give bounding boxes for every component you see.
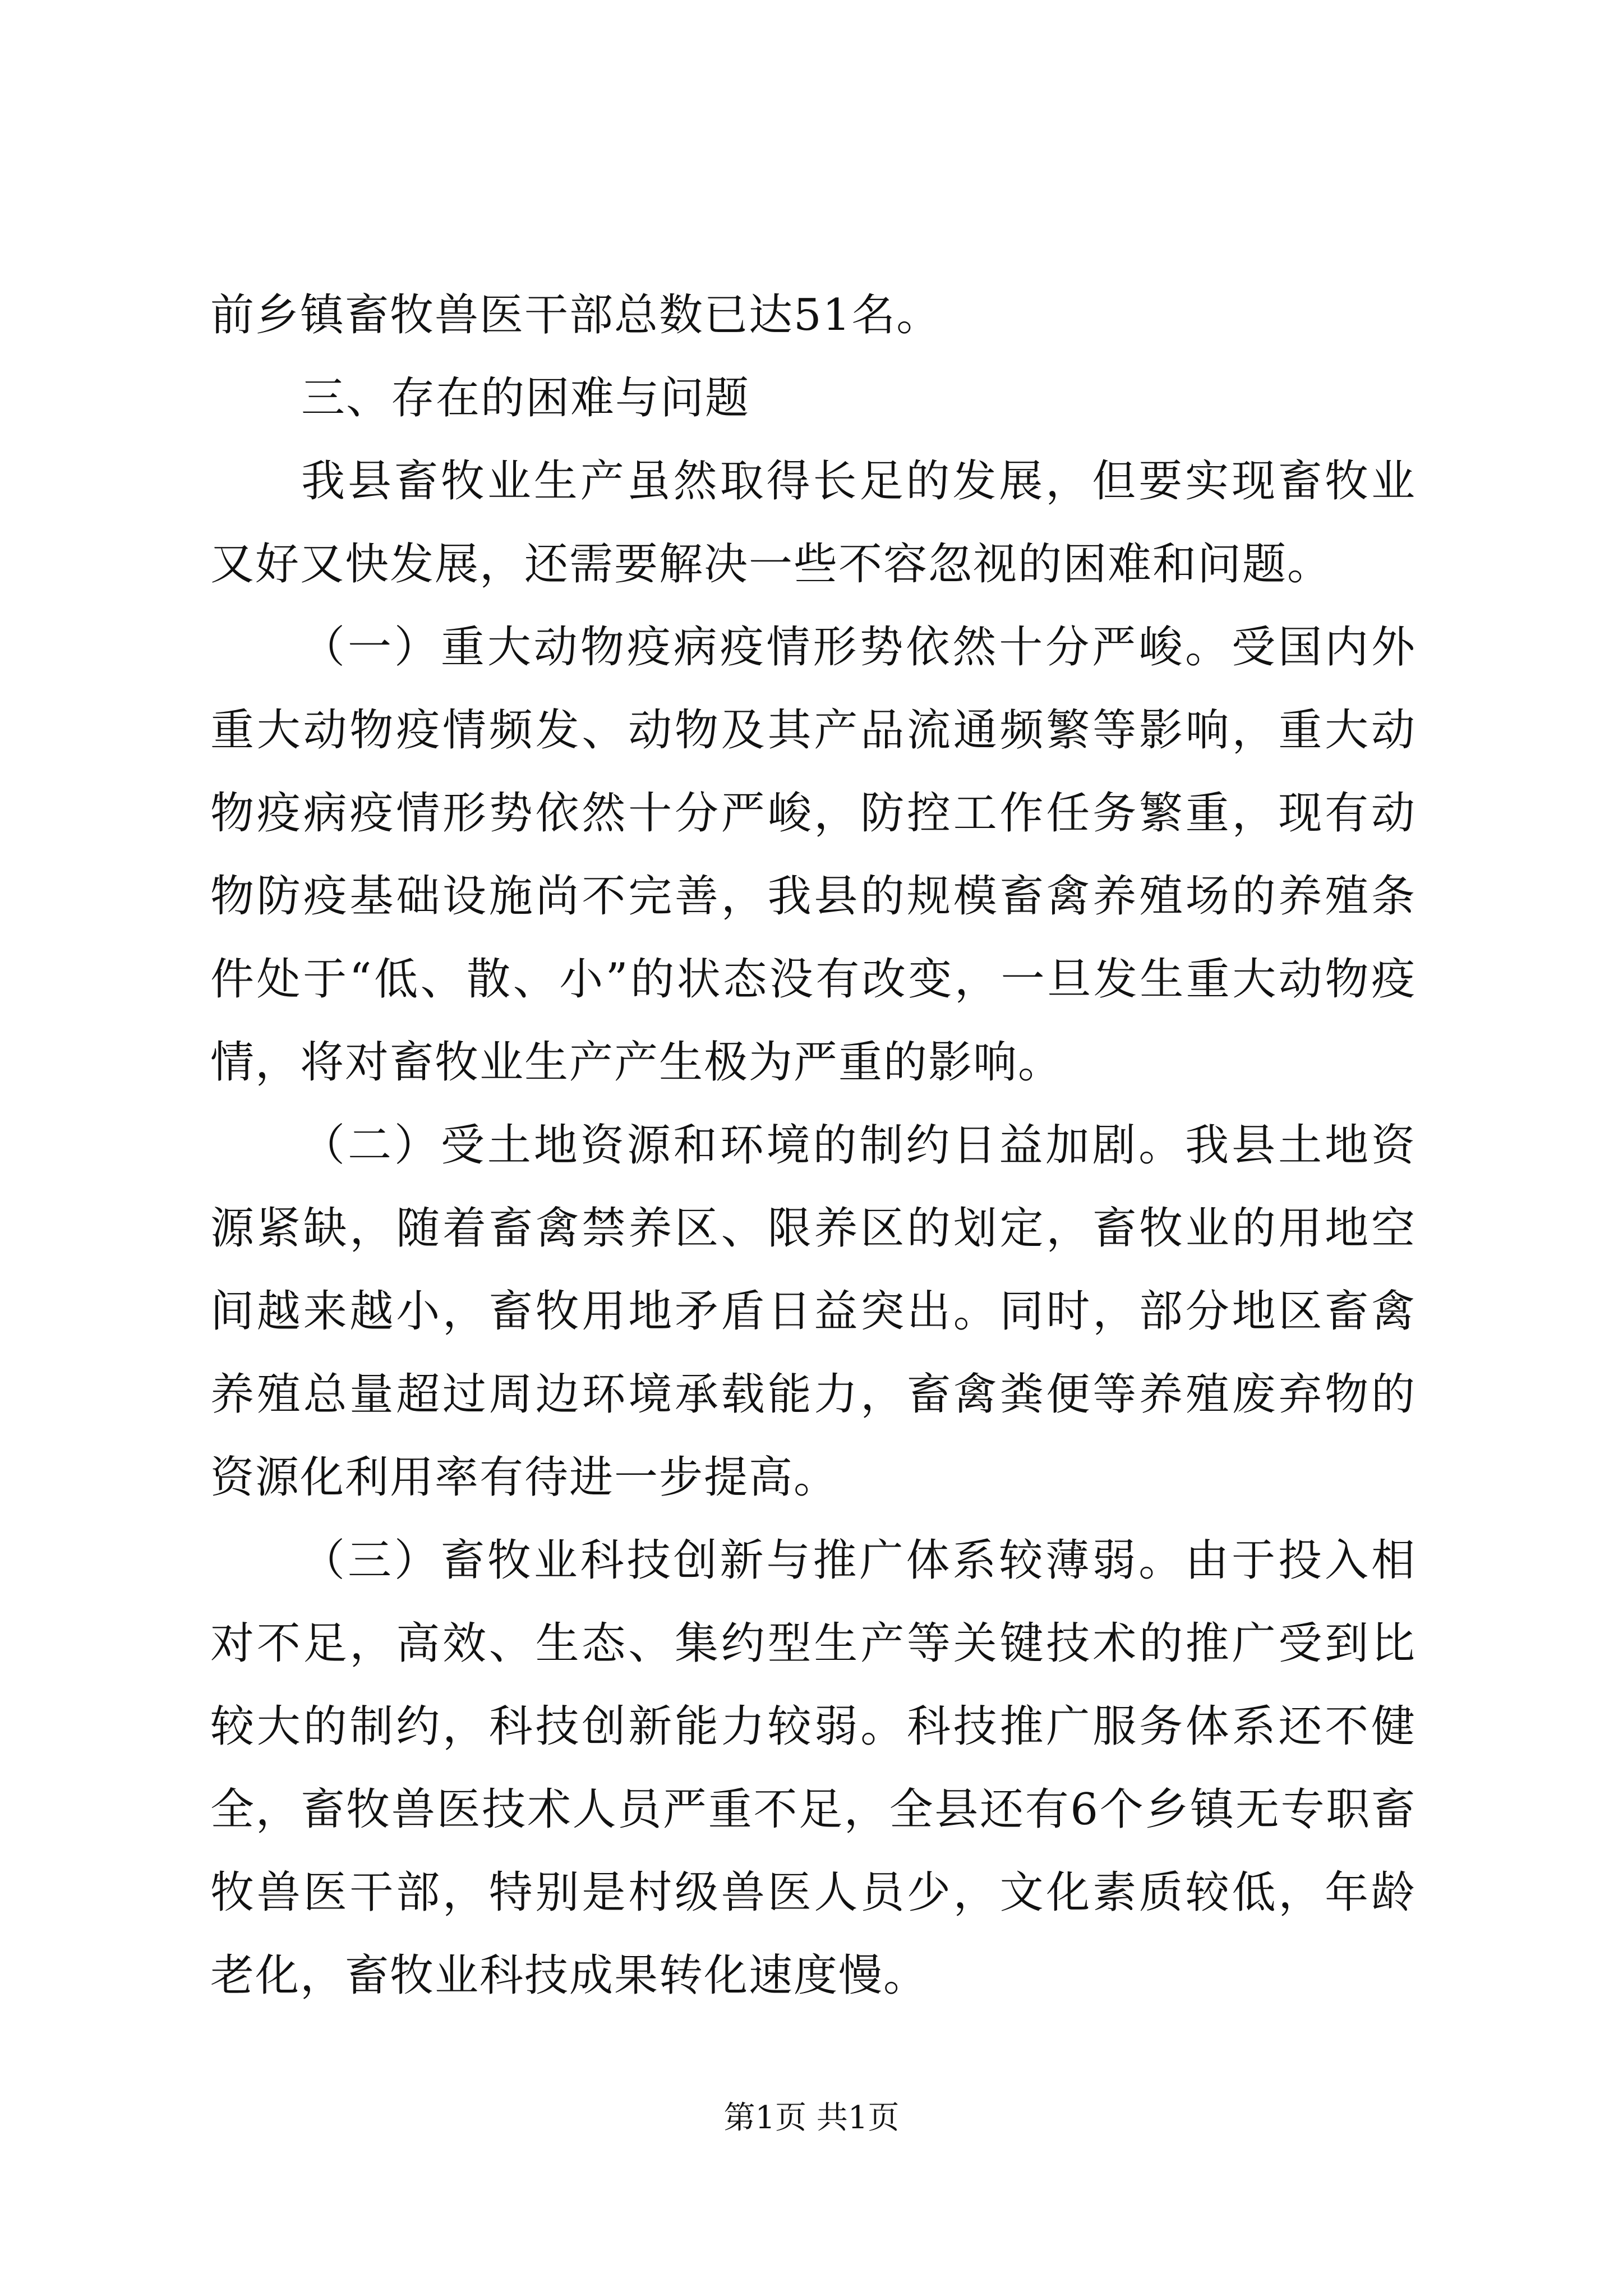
document-body bbox=[210, 274, 1416, 2017]
paragraph-continuation: 前乡镇畜牧兽医干部总数已达51名。 bbox=[210, 290, 942, 341]
page-footer bbox=[0, 2096, 1623, 2141]
paragraph-intro: 我县畜牧业生产虽然取得长足的发展，但要实现畜牧业又好又快发展，还需要解决一些不容忽视的困难和问题。 bbox=[210, 456, 1416, 590]
paragraph-item-3: （三）畜牧业科技创新与推广体系较薄弱。由于投入相对不足，高效、生态、集约型生产等关键技术的推广受到比较大的制约，科技创新能力较弱。科技推广服务体系还不健全，畜牧兽医技术人员严重不足，全县还有6个乡镇无专职畜牧兽医干部，特别是村级兽医人员少，文化素质较低，年龄老化，畜牧业科技成果转化速度慢。 bbox=[210, 1535, 1416, 2001]
paragraph-item-1: （一）重大动物疫病疫情形势依然十分严峻。受国内外重大动物疫情频发、动物及其产品流通频繁等影响，重大动物疫病疫情形势依然十分严峻，防控工作任务繁重，现有动物防疫基础设施尚不完善，我县的规模畜禽养殖场的养殖条件处于“低、散、小”的状态没有改变，一旦发生重大动物疫情，将对畜牧业生产产生极为严重的影响。 bbox=[210, 622, 1416, 1088]
paragraph-item-2: （二）受土地资源和环境的制约日益加剧。我县土地资源紧缺，随着畜禽禁养区、限养区的划定，畜牧业的用地空间越来越小，畜牧用地矛盾日益突出。同时，部分地区畜禽养殖总量超过周边环境承载能力，畜禽粪便等养殖废弃物的资源化利用率有待进一步提高。 bbox=[210, 1120, 1416, 1503]
section-heading: 三、存在的困难与问题 bbox=[301, 373, 750, 424]
page-number-label: 第1页 共1页 bbox=[723, 2100, 900, 2136]
